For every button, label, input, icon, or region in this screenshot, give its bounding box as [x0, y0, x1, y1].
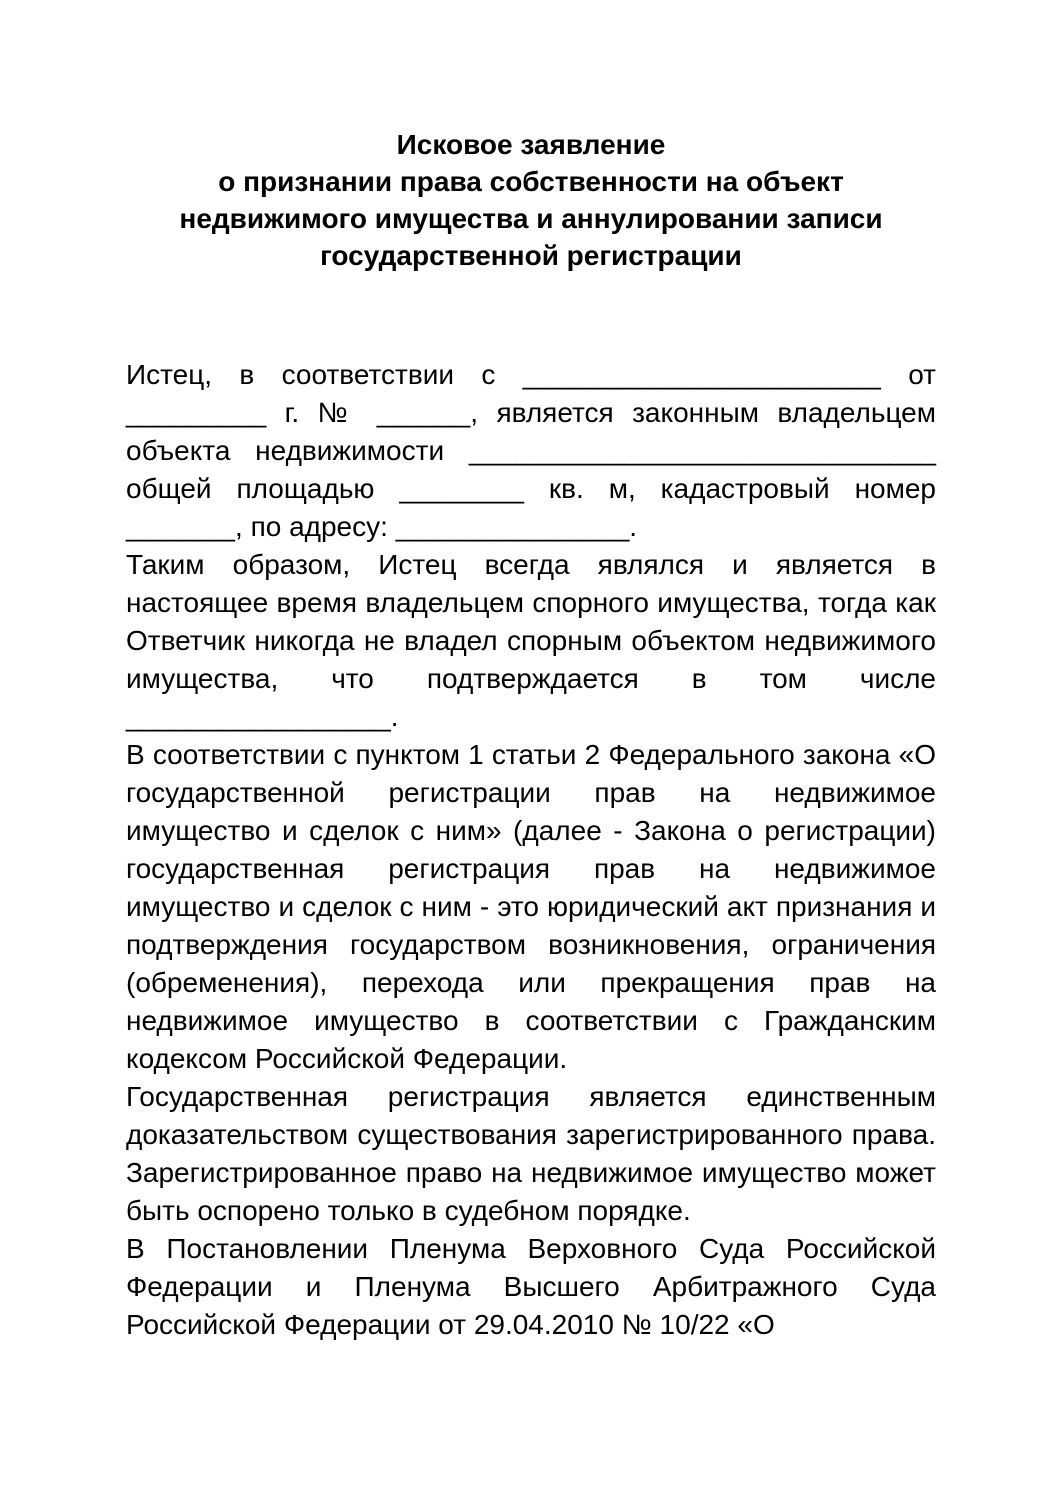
paragraph-law-registration-definition: В соответствии с пунктом 1 статьи 2 Федерального закона «О государственной регистрации прав на недвижимое имущество и сделок с ним» (далее - Закона о регистрации) государственная регистрация прав на недвижимое имущество и сделок с ним - это юридический акт признания и подтверждения государством возникновения, ограничения (обременения), перехода или прекращения прав на недвижимое имущество в соответствии с Гражданским кодексом Российской Федерации.: [126, 739, 936, 1074]
document-title-line-3: недвижимого имущества и аннулировании записи: [179, 203, 883, 234]
paragraph-plenum-resolution: В Постановлении Пленума Верховного Суда Российской Федерации и Пленума Высшего Арбитражного Суда Российской Федерации от 29.04.2010 № 10/22 «О: [126, 1233, 936, 1340]
document-title-line-4: государственной регистрации: [320, 240, 742, 271]
document-title-line-1: Исковое заявление: [396, 129, 666, 160]
document-title: [126, 126, 936, 274]
document-body: [126, 356, 936, 1344]
paragraph-claimant-details: Истец, в соответствии с _______________________ от _________ г. № ______, является законным владельцем объекта недвижимости ______________________________ общей площадью ________ кв. м, кадастровый номер _______, по адресу: _______________.: [126, 359, 936, 542]
paragraph-ownership-statement: Таким образом, Истец всегда являлся и является в настоящее время владельцем спорного имущества, тогда как Ответчик никогда не владел спорным объектом недвижимого имущества, что подтверждается в том числе _________________.: [126, 549, 936, 732]
paragraph-registration-sole-proof: Государственная регистрация является единственным доказательством существования зарегистрированного права. Зарегистрированное право на недвижимое имущество может быть оспорено только в судебном порядке.: [126, 1081, 936, 1226]
document-title-line-2: о признании права собственности на объект: [218, 166, 844, 197]
